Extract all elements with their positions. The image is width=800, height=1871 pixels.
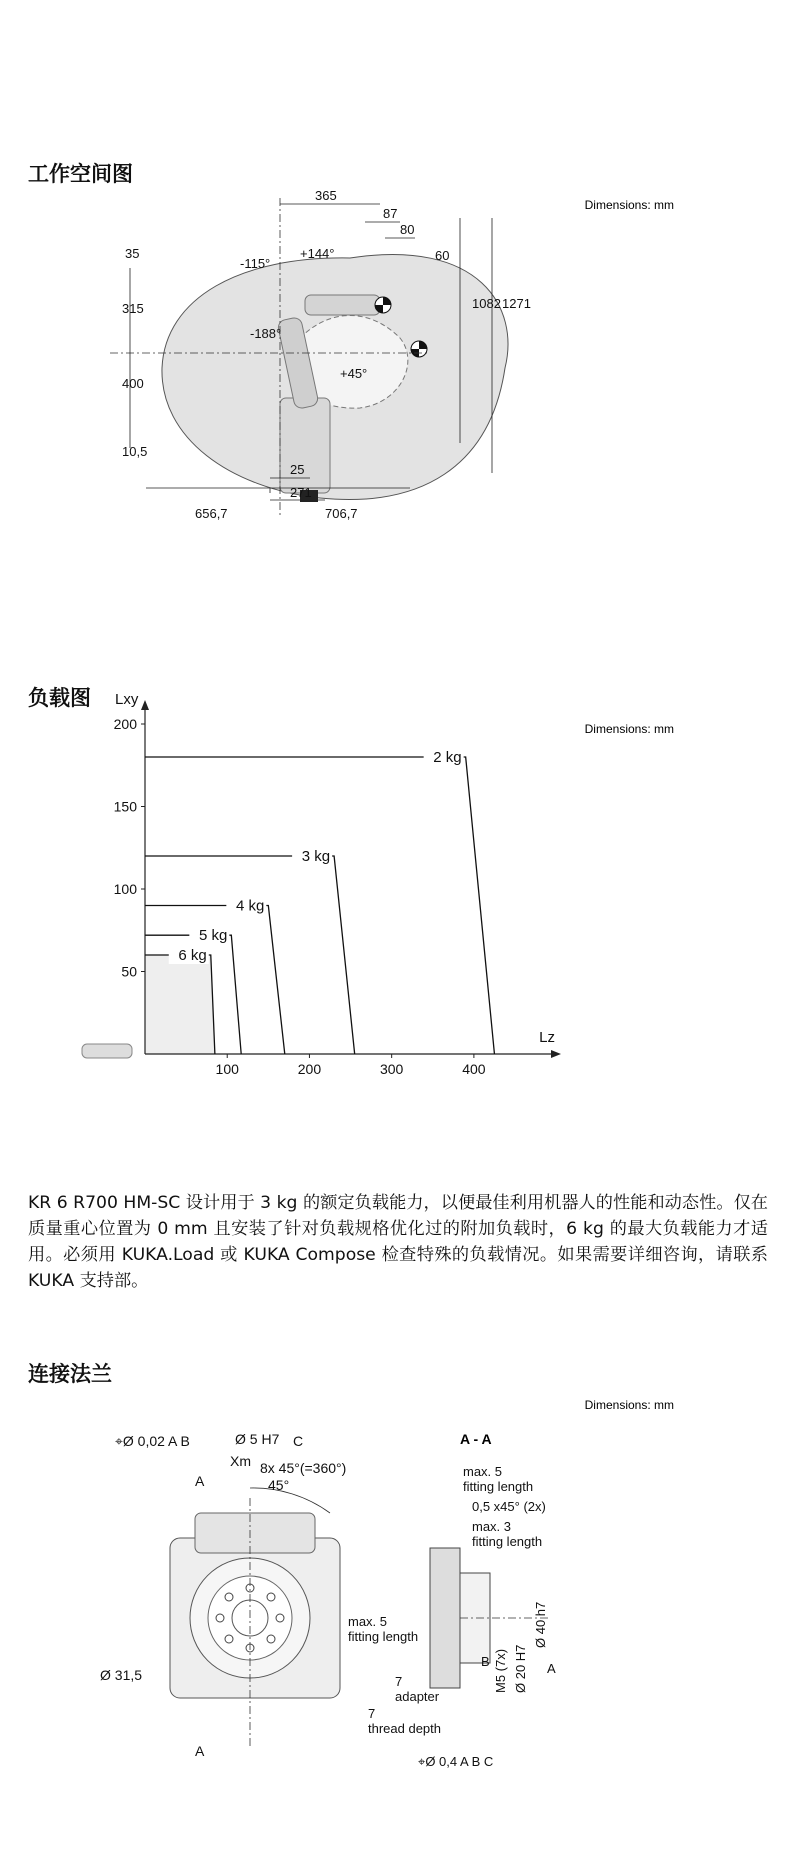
- y-tick-label: 150: [113, 798, 137, 815]
- dim-1082: 1082: [472, 296, 501, 311]
- dim-315: 315: [122, 301, 144, 316]
- fitting-left: fitting length: [348, 1629, 419, 1644]
- dim-271: 271: [290, 485, 312, 500]
- y-tick-label: 100: [113, 881, 137, 897]
- dim-87: 87: [383, 206, 398, 221]
- angle-minus-188: -188°: [250, 326, 282, 341]
- bolt-circle-dia: Ø 31,5: [100, 1667, 143, 1683]
- x-axis-label: Lz: [539, 1029, 555, 1046]
- payload-chart-panel: [100, 691, 680, 1162]
- adapter-label: adapter: [395, 1689, 440, 1704]
- dimensions-note: Dimensions: mm: [584, 722, 674, 736]
- fitting-top: fitting length: [463, 1479, 534, 1494]
- datum-c: C: [293, 1433, 304, 1449]
- payload-heading: 负载图: [28, 686, 91, 710]
- thread-num: 7: [368, 1706, 376, 1721]
- series-label: 2 kg: [433, 749, 462, 766]
- flange-drawing: [100, 1388, 680, 1838]
- y-axis-arrow: [141, 700, 149, 710]
- angle-plus-144: +144°: [300, 246, 335, 261]
- angle-minus-115: -115°: [240, 256, 271, 271]
- dim-1271: 1271: [502, 296, 531, 311]
- dimensions-note: Dimensions: mm: [584, 198, 674, 212]
- y-tick-label: 200: [113, 716, 137, 732]
- hole-pattern: 8x 45°(=360°): [260, 1460, 347, 1476]
- section-a-bottom: A: [195, 1743, 205, 1759]
- series-label: 3 kg: [301, 848, 331, 865]
- gripper-icon: [82, 1044, 132, 1058]
- dia-40: Ø 40 h7: [533, 1601, 548, 1648]
- thread-label: thread depth: [368, 1721, 442, 1736]
- dim-60: 60: [435, 248, 450, 263]
- series-label: 6 kg: [178, 947, 207, 964]
- x-tick-label: 100: [215, 1061, 239, 1077]
- x-axis-arrow: [551, 1050, 561, 1058]
- max5-top: max. 5: [463, 1464, 503, 1479]
- dia-20: Ø 20 H7: [513, 1644, 528, 1693]
- x-tick-label: 400: [462, 1061, 486, 1077]
- robot-forearm: [305, 295, 380, 315]
- payload-description: KR 6 R700 HM-SC 设计用于 3 kg 的额定负载能力，以便最佳利用机器人的性能和动态性。仅在质量重心位置为 0 mm 且安装了针对负载规格优化过的附加负载时，6 kg 的最大负载能力才适用。必须用 KUKA.Load 或 KUKA Compose 检查特殊的负载情况。如果需要详细咨询，请联系 KUKA 支持部。: [28, 1193, 768, 1291]
- datum-a: A: [547, 1661, 556, 1676]
- max5-left: max. 5: [348, 1614, 388, 1629]
- xm-label: Xm: [230, 1453, 251, 1469]
- max3: max. 3: [472, 1519, 512, 1534]
- dimensions-note: Dimensions: mm: [584, 1398, 674, 1412]
- y-tick-label: 50: [121, 963, 137, 980]
- section-label: A - A: [460, 1431, 492, 1447]
- flange-front-view: [170, 1488, 340, 1748]
- workspace-heading: 工作空间图: [28, 162, 133, 186]
- series-label: 5 kg: [198, 927, 228, 945]
- tolerance-bottom: ⌖Ø 0,4 A B C: [418, 1754, 494, 1769]
- payload-chart: [100, 691, 680, 1162]
- x-tick-label: 300: [379, 1061, 404, 1077]
- angle-45: 45°: [268, 1477, 290, 1493]
- dim-25: 25: [290, 462, 305, 477]
- workspace-diagram: [100, 188, 680, 640]
- shaded-area: [145, 955, 215, 1054]
- flange-heading: 连接法兰: [28, 1362, 112, 1386]
- dim-656-7: 656,7: [195, 506, 228, 521]
- dim-400: 400: [122, 376, 144, 391]
- angle-plus-45: +45°: [340, 366, 368, 381]
- thread-size: M5 (7x): [493, 1648, 508, 1693]
- datum-b: B: [481, 1654, 490, 1669]
- dim-10-5: 10,5: [122, 444, 148, 459]
- adapter-num: 7: [395, 1674, 403, 1689]
- fitting-mid: fitting length: [472, 1534, 543, 1549]
- hole-dia: Ø 5 H7: [235, 1431, 280, 1447]
- robot-base: [280, 398, 330, 493]
- flange-section-view: [430, 1548, 550, 1688]
- section-a-top: A: [195, 1473, 205, 1489]
- dim-706-7: 706,7: [325, 506, 358, 521]
- series-label: 4 kg: [235, 897, 265, 915]
- chamfer: 0,5 x45° (2x): [472, 1499, 546, 1514]
- dim-365: 365: [315, 188, 337, 203]
- dim-35: 35: [125, 246, 140, 261]
- dim-80: 80: [400, 222, 415, 237]
- tolerance-top: ⌖Ø 0,02 A B: [115, 1433, 190, 1449]
- y-axis-label: Lxy: [115, 691, 139, 708]
- x-tick-label: 200: [297, 1061, 322, 1077]
